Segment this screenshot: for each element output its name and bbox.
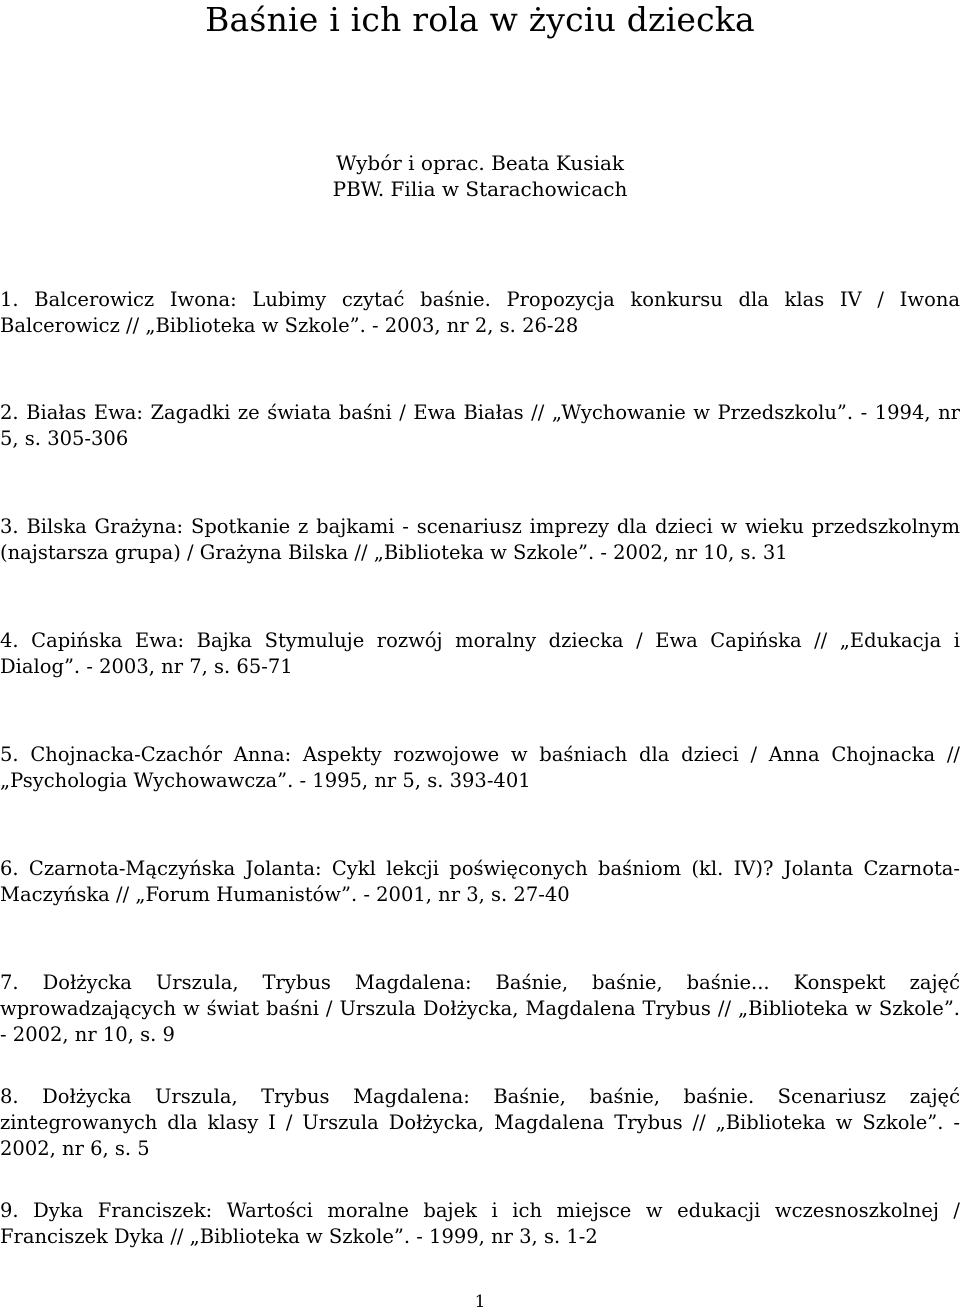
bibliography-entry-7: 7. Dołżycka Urszula, Trybus Magdalena: Baśnie, baśnie, baśnie... Konspekt zajęć wprowadzających w świat baśni / Urszula Dołżycka, Magdalena Trybus // „Biblioteka w Szkole”. - 2002, nr 10, s. 9	[0, 971, 960, 1046]
bibliography-entry-2: 2. Białas Ewa: Zagadki ze świata baśni / Ewa Białas // „Wychowanie w Przedszkolu”. - 1994, nr 5, s. 305-306	[0, 401, 960, 450]
page-number: 1	[474, 1292, 486, 1312]
bibliography-entry-4: 4. Capińska Ewa: Bajka Stymuluje rozwój moralny dziecka / Ewa Capińska // „Edukacja i Dialog”. - 2003, nr 7, s. 65-71	[0, 629, 960, 678]
bibliography-entry-8: 8. Dołżycka Urszula, Trybus Magdalena: Baśnie, baśnie, baśnie. Scenariusz zajęć zintegrowanych dla klasy I / Urszula Dołżycka, Magdalena Trybus // „Biblioteka w Szkole”. - 2002, nr 6, s. 5	[0, 1085, 960, 1160]
institution-line: PBW. Filia w Starachowicach	[332, 177, 628, 201]
page-title: Baśnie i ich rola w życiu dziecka	[205, 0, 755, 39]
bibliography-entry-5: 5. Chojnacka-Czachór Anna: Aspekty rozwojowe w baśniach dla dzieci / Anna Chojnacka // „Psychologia Wychowawcza”. - 1995, nr 5, s. 393-401	[0, 743, 960, 792]
bibliography-entry-6: 6. Czarnota-Mączyńska Jolanta: Cykl lekcji poświęconych baśniom (kl. IV)? Jolanta Czarnota-Maczyńska // „Forum Humanistów”. - 2001, nr 3, s. 27-40	[0, 857, 960, 906]
bibliography-entry-3: 3. Bilska Grażyna: Spotkanie z bajkami - scenariusz imprezy dla dzieci w wieku przedszkolnym (najstarsza grupa) / Grażyna Bilska // „Biblioteka w Szkole”. - 2002, nr 10, s. 31	[0, 515, 960, 564]
bibliography-entry-9: 9. Dyka Franciszek: Wartości moralne bajek i ich miejsce w edukacji wczesnoszkolnej / Franciszek Dyka // „Biblioteka w Szkole”. - 1999, nr 3, s. 1-2	[0, 1199, 960, 1248]
bibliography-entry-1: 1. Balcerowicz Iwona: Lubimy czytać baśnie. Propozycja konkursu dla klas IV / Iwona Balcerowicz // „Biblioteka w Szkole”. - 2003, nr 2, s. 26-28	[0, 288, 960, 337]
compiler-line: Wybór i oprac. Beata Kusiak	[335, 151, 625, 175]
